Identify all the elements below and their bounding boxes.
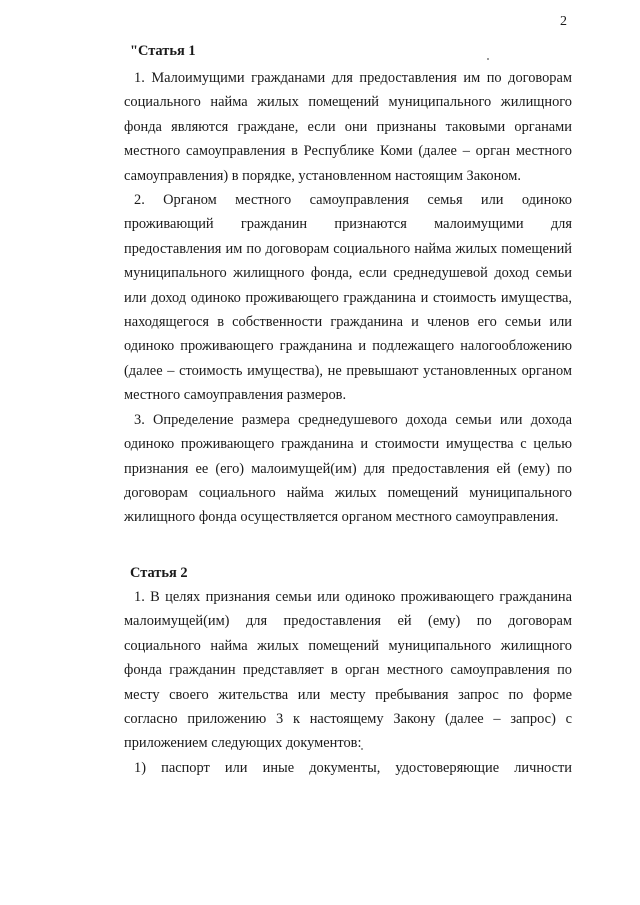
article-2-heading: Статья 2 <box>130 565 188 581</box>
article-1-heading: "Статья 1 <box>130 43 196 59</box>
article-1-paragraph-1: 1. Малоимущими гражданами для предоставления им по договорам социального найма жилых помещений муниципального жилищного фонда являются граждане, если они признаны таковыми органами местного самоуправления в Республике Коми (далее – орган местного самоуправления) в порядке, установленном настоящим Законом. <box>124 70 572 184</box>
article-2-paragraph-1: 1. В целях признания семьи или одиноко проживающего гражданина малоимущей(им) для предоставления ей (ему) по договорам социального найма жилых помещений муниципального жилищного фонда гражданин представляет в орган местного самоуправления по месту своего жительства или месту пребывания запрос по форме согласно приложению 3 к настоящему Закону (далее – запрос) с приложением следующих документов: <box>124 589 572 752</box>
article-2-paragraph-2: 1) паспорт или иные документы, удостоверяющие личности <box>134 759 572 776</box>
article-1-paragraph-2: 2. Органом местного самоуправления семья или одиноко проживающий гражданин признаются малоимущими для предоставления им по договорам социального найма жилых помещений муниципального жилищного фонда, если среднедушевой доход семьи или доход одиноко проживающего гражданина и стоимость имущества, находящегося в собственности гражданина и членов его семьи или одиноко проживающего гражданина и подлежащего налогообложению (далее – стоимость имущества), не превышают установленных органом местного самоуправления размеров. <box>124 192 572 404</box>
scan-speck <box>487 58 489 60</box>
page-number: 2 <box>560 14 567 29</box>
article-2-body <box>124 585 572 780</box>
article-1-body <box>124 66 572 530</box>
article-1-paragraph-3: 3. Определение размера среднедушевого дохода семьи или дохода одиноко проживающего гражданина и стоимости имущества с целью признания ее (его) малоимущей(им) для предоставления ей (ему) по договорам социального найма жилых помещений муниципального жилищного фонда осуществляется органом местного самоуправления. <box>124 411 572 526</box>
